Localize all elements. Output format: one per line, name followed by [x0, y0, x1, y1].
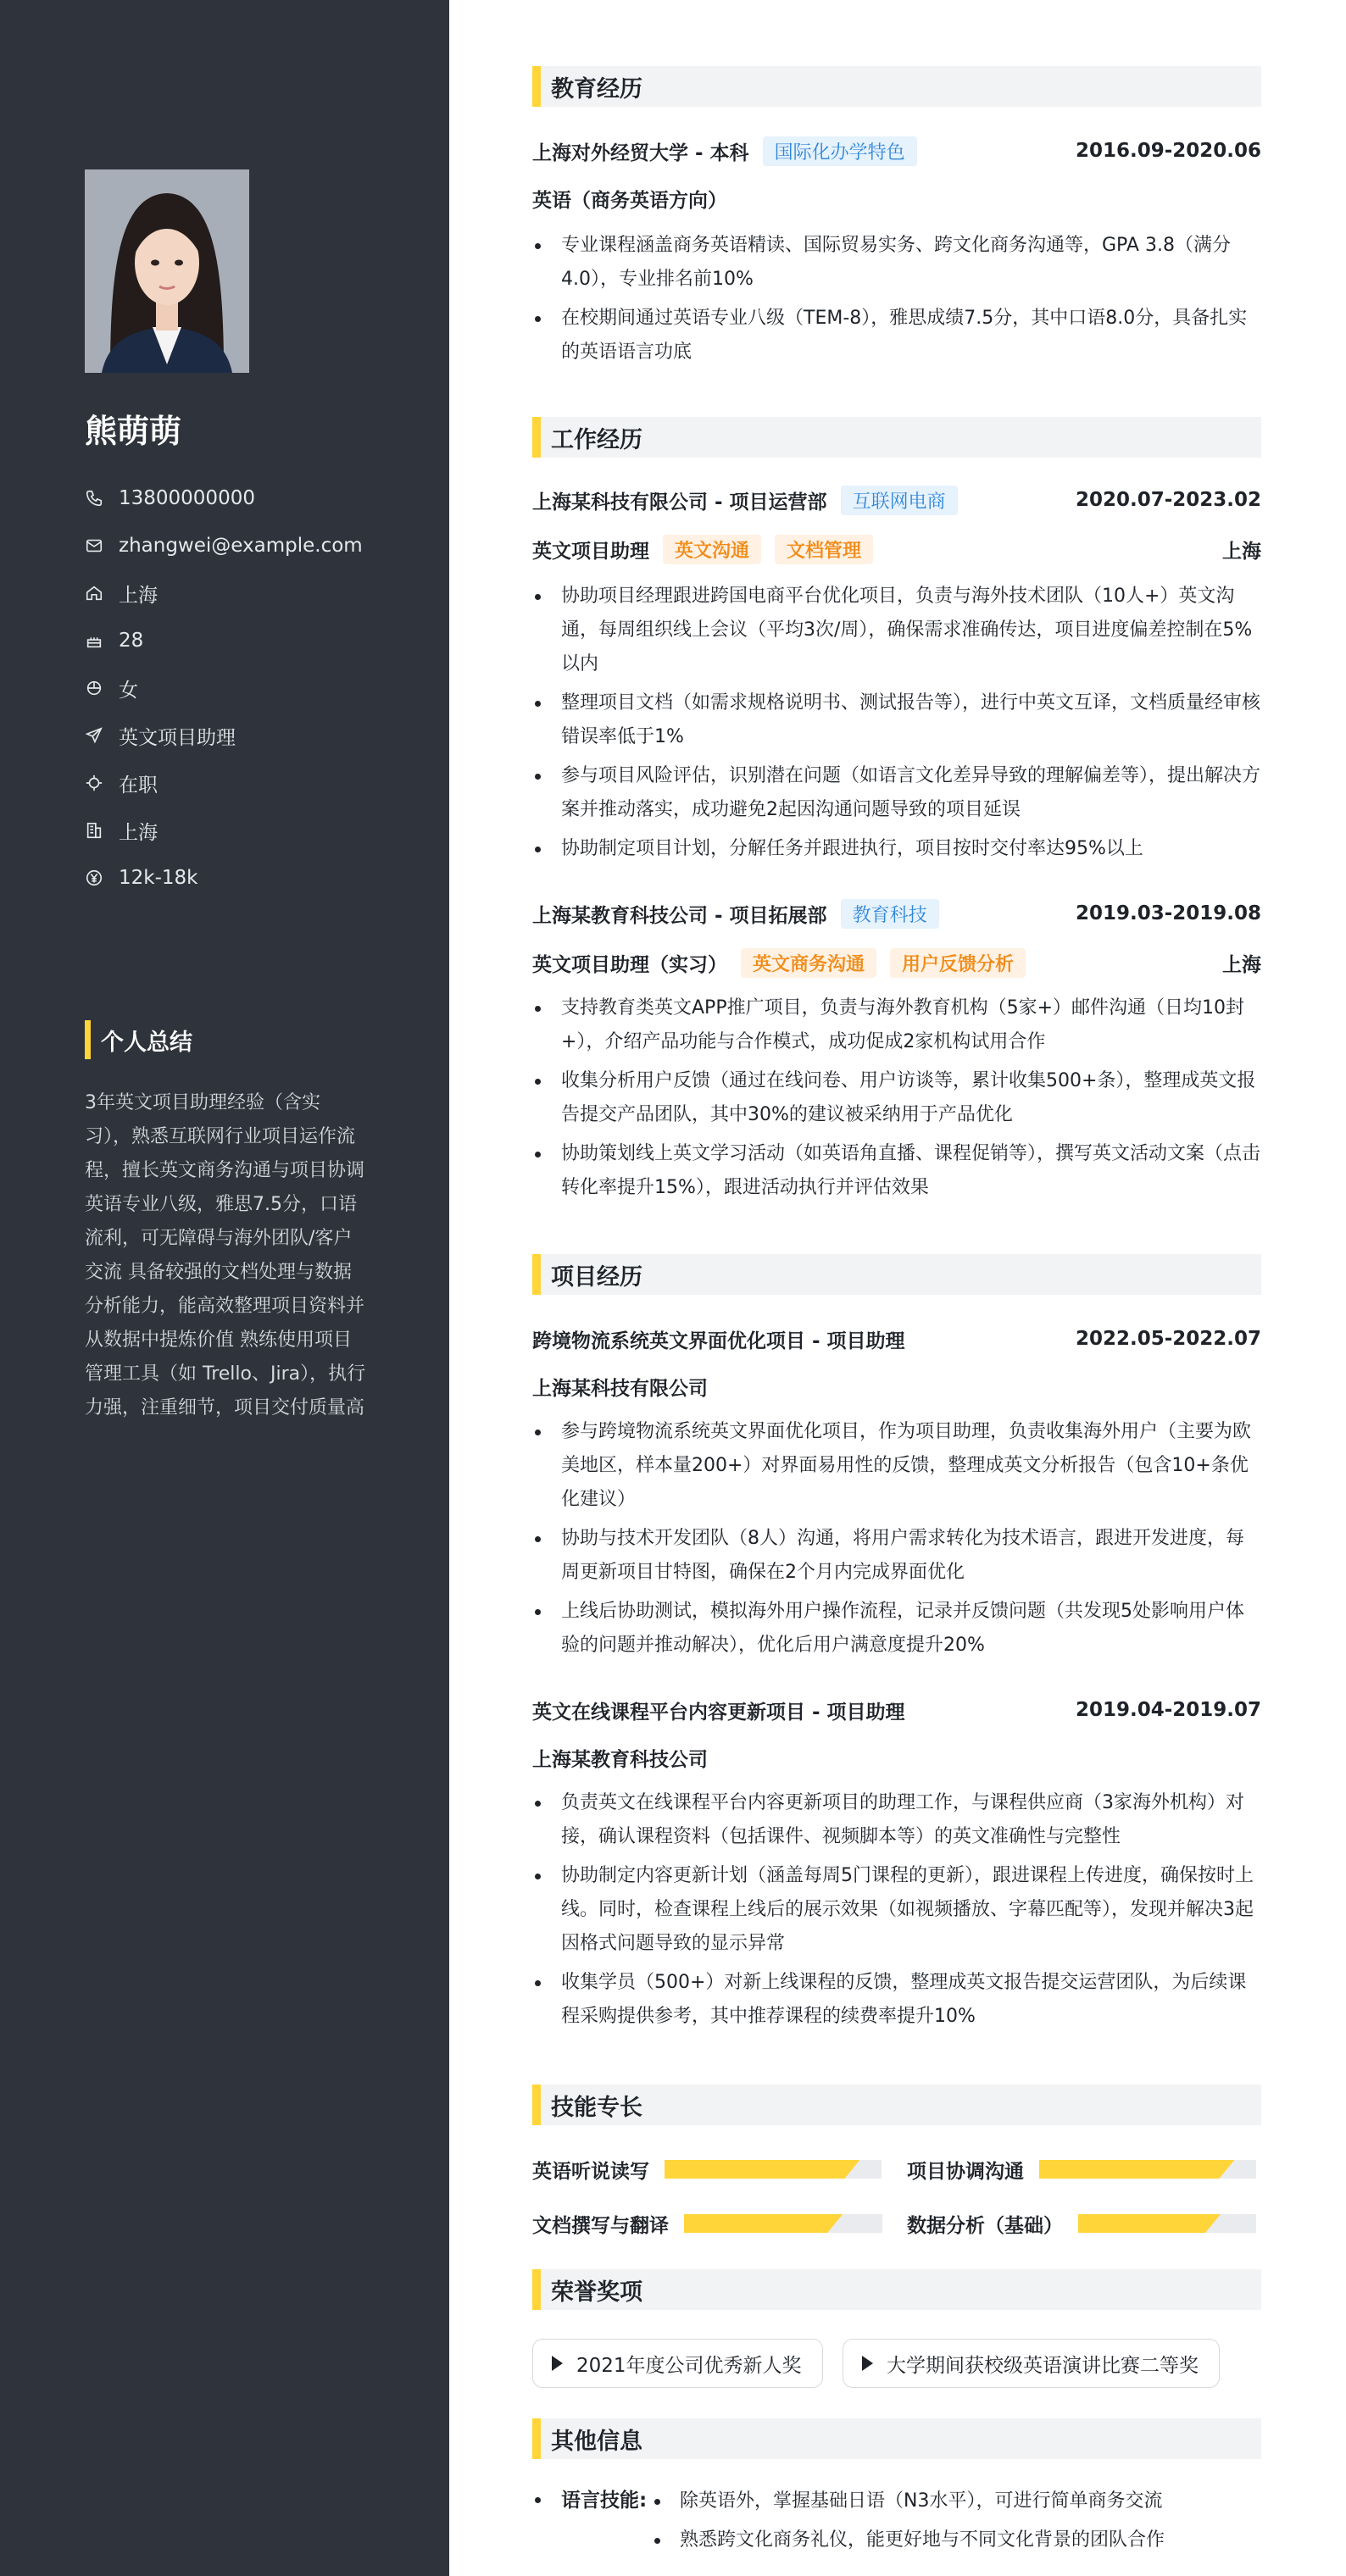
heading-accent-bar: [532, 2269, 541, 2310]
skill-item: [532, 2208, 882, 2239]
job-role-row: [532, 534, 1261, 564]
skill-item: [907, 2208, 1256, 2239]
info-age: [85, 617, 363, 664]
info-work-city: [85, 807, 363, 854]
skill-bar: [665, 2160, 882, 2179]
info-position: [85, 712, 363, 759]
salary-text: 12k-18k: [119, 867, 198, 889]
skill-bar-fill: [1078, 2214, 1221, 2233]
summary-heading: [85, 1020, 192, 1059]
section-title: 教育经历: [551, 75, 642, 103]
section-title: 技能专长: [551, 2094, 642, 2121]
play-icon: [862, 2356, 873, 2371]
honor-badge: [843, 2339, 1220, 2388]
honor-text: 2021年度公司优秀新人奖: [576, 2354, 802, 2377]
status-icon: [85, 774, 103, 792]
project-bullets: [532, 1786, 1261, 2039]
job-role: 英文项目助理（实习）: [532, 953, 727, 976]
education-date: 2016.09-2020.06: [1075, 140, 1261, 162]
section-title: 其他信息: [551, 2428, 642, 2455]
honor-badge: [532, 2339, 823, 2388]
mail-icon: [85, 536, 103, 555]
skill-name: 英语听说读写: [532, 2160, 649, 2183]
avatar-photo: [85, 169, 249, 373]
language-skills-list: [651, 2484, 1261, 2562]
heading-accent-bar: [532, 417, 541, 458]
job-company: 上海某科技有限公司 - 项目运营部: [532, 491, 827, 514]
list-item: 协助与技术开发团队（8人）沟通，将用户需求转化为技术语言，跟进开发进度，每周更新项目甘特图，确保在2个月内完成界面优化: [532, 1522, 1261, 1590]
list-item: 上线后协助测试，模拟海外用户操作流程，记录并反馈问题（共发现5处影响用户体验的问题并推动解决），优化后用户满意度提升20%: [532, 1595, 1261, 1663]
list-item: 熟悉跨文化商务礼仪，能更好地与不同文化背景的团队合作: [651, 2523, 1261, 2557]
skill-bar: [684, 2214, 882, 2233]
list-item: 协助制定内容更新计划（涵盖每周5门课程的更新），跟进课程上传进度，确保按时上线。同时，检查课程上线后的展示效果（如视频播放、字幕匹配等），发现并解决3起因格式问题导致的显示异常: [532, 1859, 1261, 1961]
skill-name: 项目协调沟通: [907, 2160, 1024, 2183]
heading-accent-bar: [532, 1254, 541, 1295]
heading-accent-bar: [532, 66, 541, 107]
list-item: 支持教育类英文APP推广项目，负责与海外教育机构（5家+）邮件沟通（日均10封+），介绍产品功能与合作模式，成功促成2家机构试用合作: [532, 991, 1261, 1059]
projects-heading: [532, 1254, 1261, 1295]
section-title: 项目经历: [551, 1263, 642, 1291]
honor-text: 大学期间获校级英语演讲比赛二等奖: [887, 2354, 1199, 2377]
position-text: 英文项目助理: [119, 726, 236, 749]
skill-bar-fill: [665, 2160, 859, 2179]
major-row: [532, 183, 1261, 214]
status-text: 在职: [119, 774, 158, 797]
info-location: [85, 569, 363, 617]
language-skills-label: 语言技能:: [532, 2484, 647, 2512]
list-item: 协助项目经理跟进跨国电商平台优化项目，负责与海外技术团队（10人+）英文沟通，每周组织线上会议（平均3次/周），确保需求准确传达，项目进度偏差控制在5%以内: [532, 580, 1261, 681]
project-header: [532, 1324, 1261, 1354]
project-date: 2019.04-2019.07: [1075, 1699, 1261, 1721]
job-header: [532, 485, 1261, 515]
contact-info: [85, 475, 363, 902]
school-tag: 国际化办学特色: [763, 136, 917, 166]
job-role: 英文项目助理: [532, 540, 649, 563]
section-title: 工作经历: [551, 426, 642, 453]
project-org: 上海某教育科技公司: [532, 1748, 708, 1771]
info-status: [85, 759, 363, 807]
work-heading: [532, 417, 1261, 458]
list-item: 除英语外，掌握基础日语（N3水平），可进行简单商务交流: [651, 2484, 1261, 2518]
age-text: 28: [119, 630, 144, 652]
job-header: [532, 898, 1261, 929]
skill-name: 文档撰写与翻译: [532, 2214, 669, 2237]
home-icon: [85, 584, 103, 602]
skill-bar: [1039, 2160, 1256, 2179]
skill-bar-fill: [684, 2214, 843, 2233]
job-date: 2020.07-2023.02: [1075, 489, 1261, 511]
skill-bar: [1078, 2214, 1256, 2233]
cake-icon: [85, 631, 103, 650]
heading-accent-bar: [532, 2418, 541, 2459]
phone-text: 13800000000: [119, 487, 255, 509]
job-bullets: [532, 580, 1261, 871]
major: 英语（商务英语方向）: [532, 189, 727, 212]
education-bullets: [532, 229, 1261, 375]
skill-item: [907, 2154, 1256, 2185]
project-name: 跨境物流系统英文界面优化项目 - 项目助理: [532, 1330, 905, 1352]
gender-icon: [85, 679, 103, 697]
list-item: 负责英文在线课程平台内容更新项目的助理工作，与课程供应商（3家海外机构）对接，确认课程资料（包括课件、视频脚本等）的英文准确性与完整性: [532, 1786, 1261, 1854]
email-text: zhangwei@example.com: [119, 535, 363, 557]
skill-item: [532, 2154, 882, 2185]
list-item: 在校期间通过英语专业八级（TEM-8），雅思成绩7.5分，其中口语8.0分，具备扎实的英语语言功底: [532, 302, 1261, 369]
building-icon: [85, 821, 103, 840]
skill-bar-fill: [1039, 2160, 1234, 2179]
skill-name: 数据分析（基础）: [907, 2214, 1063, 2237]
job-company: 上海某教育科技公司 - 项目拓展部: [532, 904, 827, 927]
skill-tag: 用户反馈分析: [890, 948, 1026, 978]
education-row: [532, 136, 1261, 166]
project-name: 英文在线课程平台内容更新项目 - 项目助理: [532, 1701, 905, 1724]
list-item: 收集分析用户反馈（通过在线问卷、用户访谈等，累计收集500+条），整理成英文报告提交产品团队，其中30%的建议被采纳用于产品优化: [532, 1064, 1261, 1132]
list-item: 整理项目文档（如需求规格说明书、测试报告等），进行中英文互译，文档质量经审核错误率低于1%: [532, 686, 1261, 754]
job-city: 上海: [1222, 953, 1261, 976]
info-salary: [85, 854, 363, 902]
summary-text: 3年英文项目助理经验（含实习），熟悉互联网行业项目运作流程，擅长英文商务沟通与项目协调 英语专业八级，雅思7.5分，口语流利，可无障碍与海外团队/客户交流 具备较强的文档处理与数据分析能力，能高效整理项目资料并从数据中提炼价值 熟练使用项目管理工具（如 Trello、Jira），执行力强，注重细节，项目交付质量高: [85, 1092, 366, 1418]
info-email: [85, 522, 363, 569]
gender-text: 女: [119, 679, 138, 702]
send-icon: [85, 726, 103, 745]
project-header: [532, 1695, 1261, 1725]
skill-tag: 英文沟通: [663, 535, 761, 564]
list-item: 协助制定项目计划，分解任务并跟进执行，项目按时交付率达95%以上: [532, 832, 1261, 866]
school-name: 上海对外经贸大学 - 本科: [532, 142, 749, 164]
phone-icon: [85, 489, 103, 508]
industry-tag: 互联网电商: [841, 486, 958, 515]
info-gender: [85, 664, 363, 712]
education-heading: [532, 66, 1261, 107]
list-item: 专业课程涵盖商务英语精读、国际贸易实务、跨文化商务沟通等，GPA 3.8（满分4.0），专业排名前10%: [532, 229, 1261, 297]
skill-tag: 文档管理: [775, 535, 873, 564]
skills-heading: [532, 2085, 1261, 2125]
list-item: 协助策划线上英文学习活动（如英语角直播、课程促销等），撰写英文活动文案（点击转化率提升15%），跟进活动执行并评估效果: [532, 1137, 1261, 1205]
honors-heading: [532, 2269, 1261, 2310]
profile-name: 熊萌萌: [85, 413, 182, 450]
heading-accent-bar: [85, 1020, 91, 1059]
yen-icon: [85, 869, 103, 887]
info-phone: [85, 475, 363, 522]
avatar: [85, 169, 249, 373]
industry-tag: 教育科技: [841, 899, 939, 929]
job-city: 上海: [1222, 540, 1261, 563]
sidebar: [0, 0, 449, 2576]
work-city-text: 上海: [119, 821, 158, 844]
job-date: 2019.03-2019.08: [1075, 902, 1261, 924]
summary-title: 个人总结: [101, 1029, 192, 1056]
skill-tag: 英文商务沟通: [741, 948, 876, 978]
job-bullets: [532, 991, 1261, 1210]
list-item: 参与跨境物流系统英文界面优化项目，作为项目助理，负责收集海外用户（主要为欧美地区，样本量200+）对界面易用性的反馈，整理成英文分析报告（包含10+条优化建议）: [532, 1415, 1261, 1517]
project-date: 2022.05-2022.07: [1075, 1328, 1261, 1350]
play-icon: [552, 2356, 563, 2371]
project-org-row: [532, 1742, 1261, 1773]
list-item: 参与项目风险评估，识别潜在问题（如语言文化差异导致的理解偏差等），提出解决方案并推动落实，成功避免2起因沟通问题导致的项目延误: [532, 759, 1261, 827]
other-heading: [532, 2418, 1261, 2459]
project-bullets: [532, 1415, 1261, 1668]
project-org-row: [532, 1371, 1261, 1402]
list-item: 收集学员（500+）对新上线课程的反馈，整理成英文报告提交运营团队，为后续课程采购提供参考，其中推荐课程的续费率提升10%: [532, 1966, 1261, 2034]
location-text: 上海: [119, 584, 158, 607]
section-title: 荣誉奖项: [551, 2279, 642, 2306]
heading-accent-bar: [532, 2085, 541, 2125]
project-org: 上海某科技有限公司: [532, 1377, 708, 1400]
job-role-row: [532, 947, 1261, 978]
